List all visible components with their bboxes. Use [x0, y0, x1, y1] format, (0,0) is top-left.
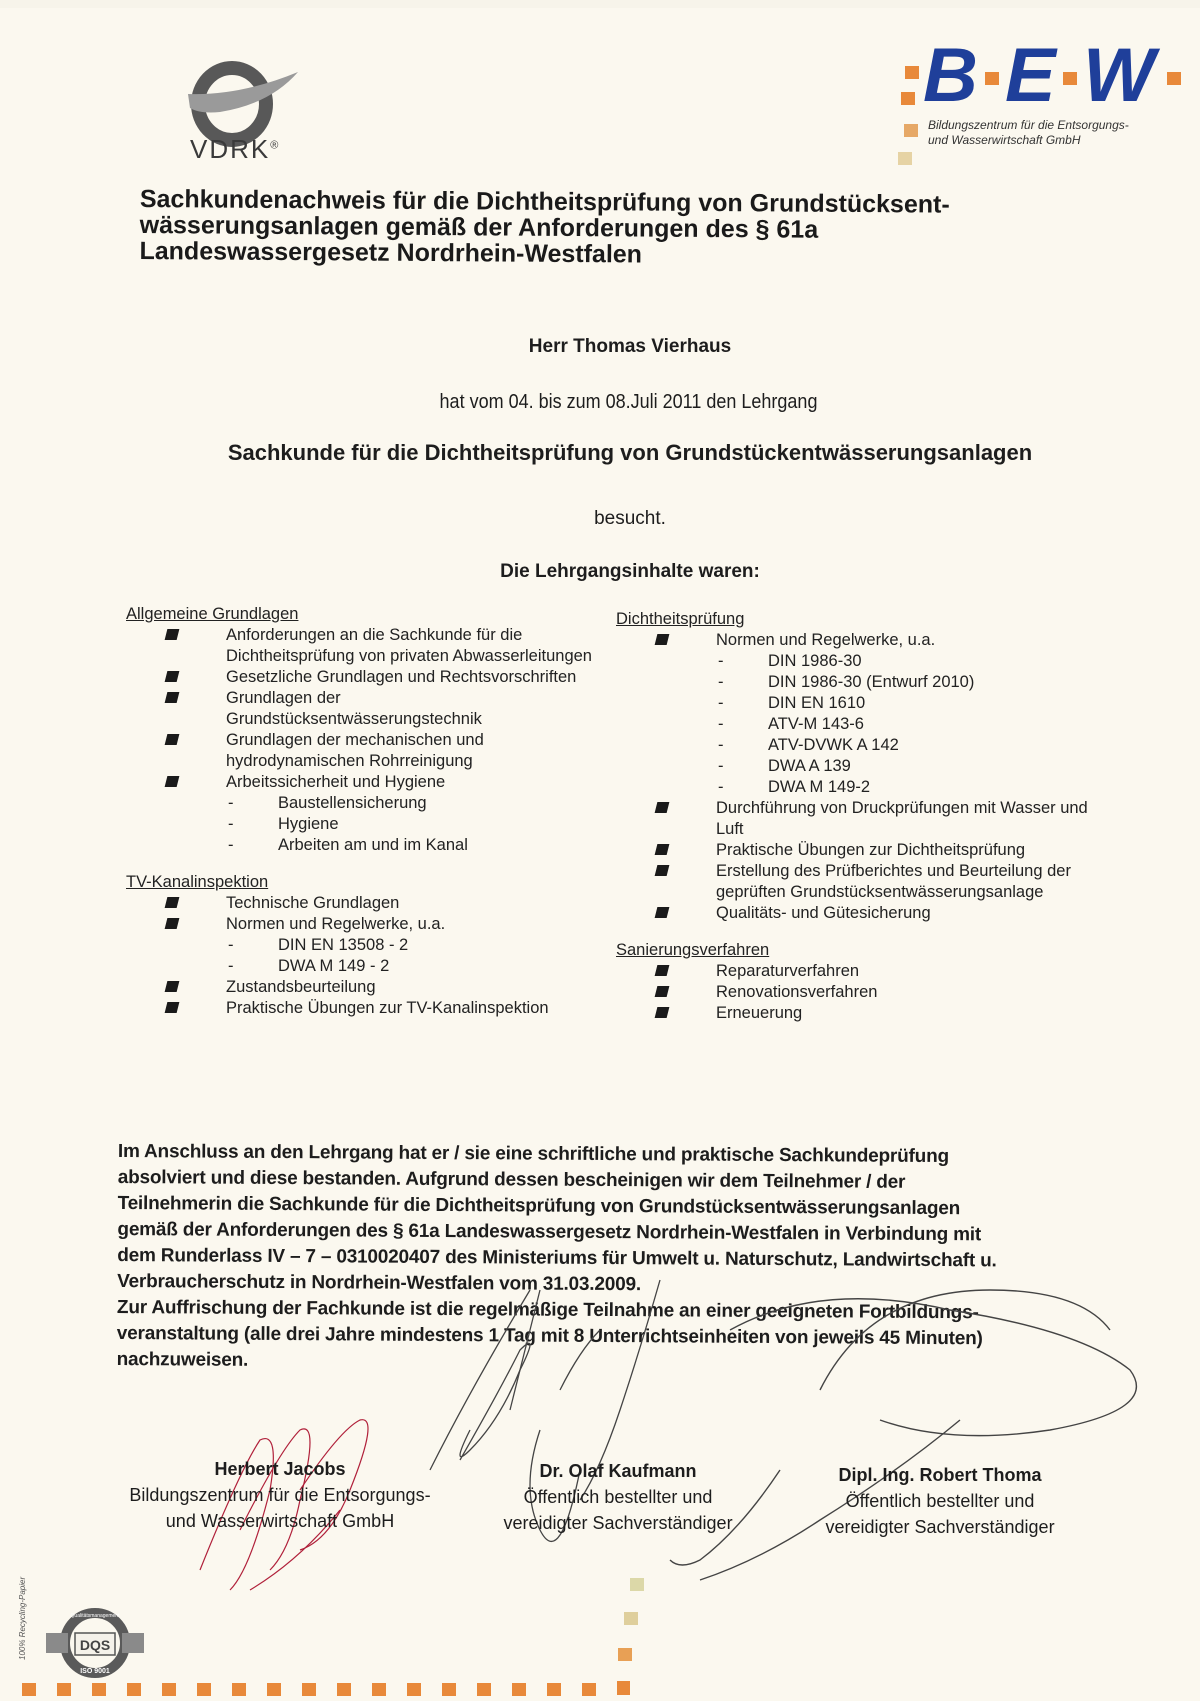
square-bullet-icon [165, 981, 180, 992]
dash-bullet: - [228, 936, 234, 954]
square-bullet-icon [165, 918, 180, 929]
section-title: Dichtheitsprüfung [616, 610, 745, 628]
topic-item: Normen und Regelwerke, u.a. [126, 914, 596, 935]
signatory-thoma: Dipl. Ing. Robert Thoma Öffentlich bestellter und vereidigter Sachverständiger [825, 1465, 1055, 1537]
topics-left-column [126, 604, 596, 1035]
topic-item: Arbeitssicherheit und Hygiene [126, 772, 596, 793]
topic-subitem: - Hygiene [228, 815, 339, 833]
square-bullet-icon [655, 1007, 670, 1018]
recycling-note: 100% Recycling-Papier [18, 1576, 27, 1660]
topic-section-general [126, 604, 596, 856]
topic-item: Durchführung von Druckprüfungen mit Wasser und Luft [616, 798, 1096, 840]
square-bullet-icon [655, 907, 670, 918]
topic-section-leak-testing [616, 609, 1096, 924]
topic-item: Praktische Übungen zur Dichtheitsprüfung [616, 840, 1096, 861]
signatory-jacobs: Herbert Jacobs Bildungszentrum für die Entsorgungs- und Wasserwirtschaft GmbH [129, 1459, 431, 1531]
square-bullet-icon [165, 897, 180, 908]
dash-bullet: - [228, 815, 234, 833]
decor-square [624, 1612, 638, 1625]
square-bullet-icon [655, 986, 670, 997]
decor-square [904, 124, 918, 137]
topic-item: Reparaturverfahren [616, 961, 1096, 982]
dash-bullet: - [718, 757, 724, 775]
section-title: Allgemeine Grundlagen [126, 605, 299, 623]
topic-section-tv-inspection [126, 872, 596, 1019]
topic-subitem: - Arbeiten am und im Kanal [228, 836, 468, 854]
square-bullet-icon [165, 1002, 180, 1013]
bew-orange-square [1167, 72, 1181, 85]
course-period: hat vom 04. bis zum 08.Juli 2011 den Lehrgang [439, 391, 818, 413]
bew-subtitle: Bildungszentrum für die Entsorgungs- und Wasserwirtschaft GmbH [928, 118, 1129, 147]
topic-subitem: - DIN 1986-30 [718, 652, 862, 670]
topic-item: Zustandsbeurteilung [126, 977, 596, 998]
topic-subitem: - ATV-DVWK A 142 [718, 736, 899, 754]
bew-orange-square [901, 92, 915, 105]
topic-item: Qualitäts- und Gütesicherung [616, 903, 1096, 924]
square-bullet-icon [655, 865, 670, 876]
square-bullet-icon [165, 671, 180, 682]
section-title: TV-Kanalinspektion [126, 873, 269, 891]
orange-square-strip-icon [10, 1681, 630, 1697]
square-bullet-icon [655, 965, 670, 976]
dash-bullet: - [718, 778, 724, 796]
attended-text: besucht. [594, 508, 666, 529]
svg-text:Qualitätsmanagement: Qualitätsmanagement [70, 1613, 120, 1619]
topic-subitem: - DIN 1986-30 (Entwurf 2010) [718, 673, 975, 691]
course-name: Sachkunde für die Dichtheitsprüfung von Grundstückentwässerungsanlagen [227, 440, 1033, 465]
certification-paragraph: Im Anschluss an den Lehrgang hat er / sie eine schriftliche und praktische Sachkundeprüfung absolviert und diese bestanden. Aufgrund dessen bescheinigen wir dem Teilnehmer / der Teilnehmerin die Sachkunde für die Dichtheitsprüfung von Grundstücksentwässerungsanlagen gemäß der Anforderungen des § 61a Landeswassergesetz Nordrhein-Westfalen in Verbindung mit dem Runderlass IV – 7 – 0310020407 des Ministeriums für Umwelt u. Naturschutz, Landwirtschaft u. Verbraucherschutz in Nordrhein-Westfalen vom 31.03.2009. Zur Auffrischung der Fachkunde ist die regelmäßige Teilnahme an einer geeigneten Fortbildungs- veranstaltung (alle drei Jahre mindestens 1 Tag mit 8 Unterrichtseinheiten von jeweils 45 Minuten) nachzuweisen. [116, 1141, 997, 1371]
topic-item: Anforderungen an die Sachkunde für die Dichtheitsprüfung von privaten Abwasserleitungen [126, 625, 596, 667]
topic-item: Renovationsverfahren [616, 982, 1096, 1003]
topic-subitem: - DWA A 139 [718, 757, 851, 775]
topic-subitem: - DWA M 149-2 [718, 778, 871, 796]
bew-logo [905, 33, 1185, 118]
topic-item: Grundlagen der mechanischen und hydrodynamischen Rohrreinigung [126, 730, 596, 772]
bew-orange-square [1063, 72, 1077, 85]
topic-subitem: - DWA M 149 - 2 [228, 957, 390, 975]
topics-right-column [616, 609, 1096, 1040]
square-bullet-icon [165, 629, 180, 640]
signatory-kaufmann: Dr. Olaf Kaufmann Öffentlich bestellter und vereidigter Sachverständiger [503, 1461, 733, 1533]
topic-item: Gesetzliche Grundlagen und Rechtsvorschriften [126, 667, 596, 688]
topic-item: Erstellung des Prüfberichtes und Beurteilung der geprüften Grundstücksentwässerungsanlage [616, 861, 1096, 903]
topic-item: Grundlagen der Grundstücksentwässerungstechnik [126, 688, 596, 730]
square-bullet-icon [655, 802, 670, 813]
dash-bullet: - [228, 794, 234, 812]
topic-subitem: - ATV-M 143-6 [718, 715, 864, 733]
recipient-name: Herr Thomas Vierhaus [528, 336, 732, 357]
topic-section-rehabilitation [616, 940, 1096, 1024]
topic-subitem: - DIN EN 1610 [718, 694, 866, 712]
square-bullet-icon [165, 734, 180, 745]
decor-square [898, 152, 912, 165]
document-title: Sachkundenachweis für die Dichtheitsprüfung von Grundstücksent- wässerungsanlagen gemäß der Anforderungen des § 61a Landeswassergesetz Nordrhein-Westfalen [139, 185, 950, 269]
decor-square [630, 1578, 644, 1591]
decor-square [618, 1648, 632, 1661]
topic-item: Technische Grundlagen [126, 893, 596, 914]
square-bullet-icon [165, 776, 180, 787]
bew-letter-w: W [1083, 33, 1155, 118]
dash-bullet: - [718, 715, 724, 733]
topic-item: Erneuerung [616, 1003, 1096, 1024]
topic-item: Normen und Regelwerke, u.a. [616, 630, 1096, 651]
topic-item: Praktische Übungen zur TV-Kanalinspektion [126, 998, 596, 1019]
dash-bullet: - [228, 957, 234, 975]
topic-subitem: - Baustellensicherung [228, 794, 427, 812]
vdrk-wordmark: VDRK® [190, 134, 281, 164]
bew-letter-b: B [923, 33, 978, 118]
dash-bullet: - [718, 736, 724, 754]
paper-top-edge [0, 0, 1200, 8]
dash-bullet: - [718, 673, 724, 691]
bew-orange-square [985, 72, 999, 85]
square-bullet-icon [655, 634, 670, 645]
dash-bullet: - [718, 652, 724, 670]
bew-letter-e: E [1005, 33, 1056, 118]
square-bullet-icon [165, 692, 180, 703]
svg-text:DQS: DQS [79, 1637, 111, 1653]
topic-subitem: - DIN EN 13508 - 2 [228, 936, 409, 954]
section-title: Sanierungsverfahren [616, 941, 770, 959]
dash-bullet: - [718, 694, 724, 712]
dqs-iso9001-logo-icon [40, 1605, 150, 1680]
dash-bullet: - [228, 836, 234, 854]
svg-text:ISO 9001: ISO 9001 [80, 1668, 110, 1675]
square-bullet-icon [655, 844, 670, 855]
contents-heading: Die Lehrgangsinhalte waren: [500, 561, 760, 582]
bew-orange-square [905, 66, 919, 79]
